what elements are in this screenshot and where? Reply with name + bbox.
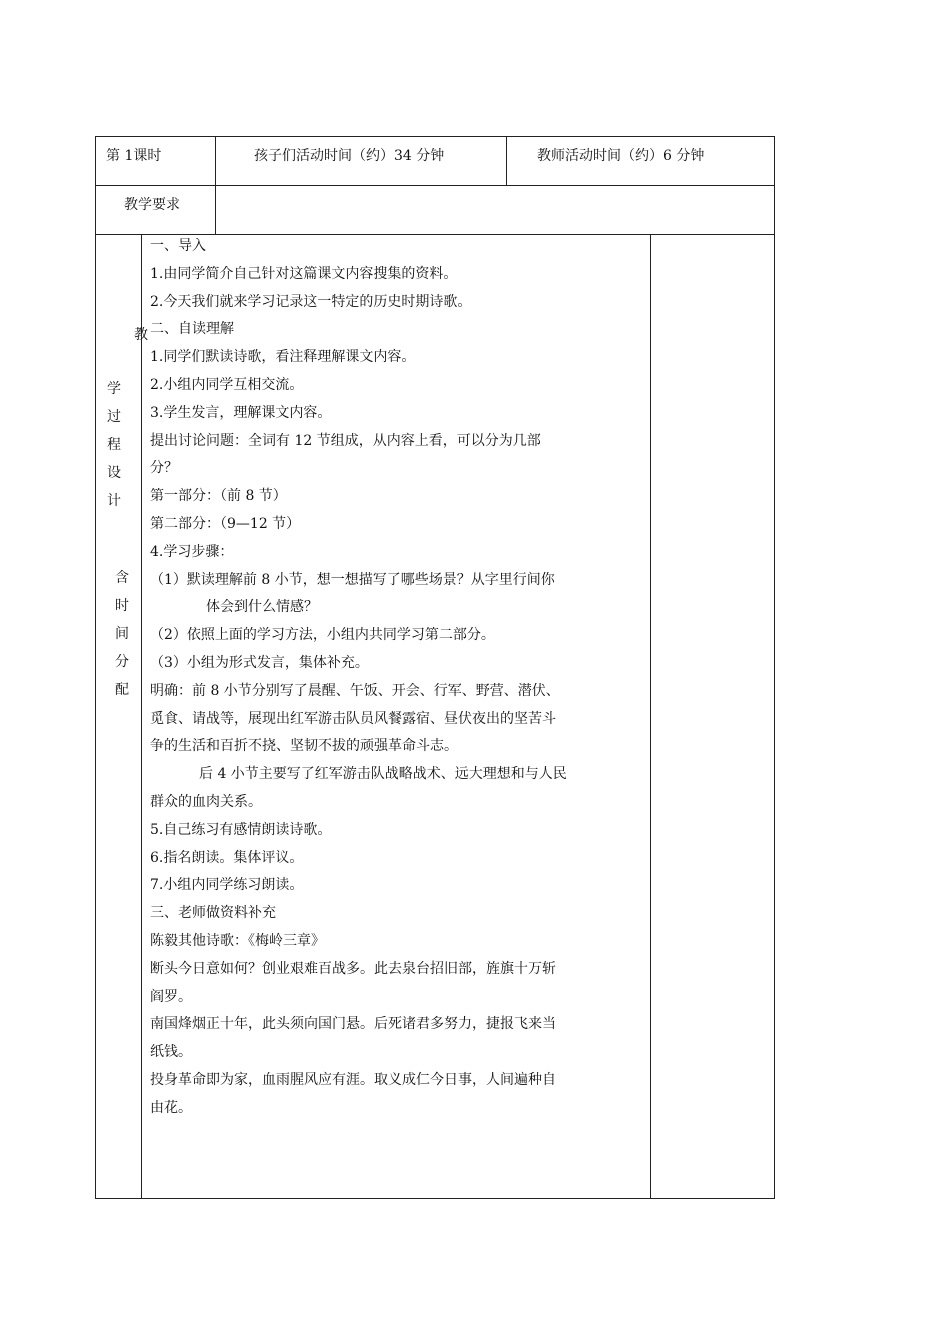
- text-line: 2.小组内同学互相交流。: [150, 376, 304, 393]
- poem-line: 由花。: [150, 1099, 192, 1116]
- poem-line: 南国烽烟正十年，此头须向国门悬。后死诸君多努力，捷报飞来当: [150, 1016, 556, 1033]
- text-line: 后 4 小节主要写了红军游击队战略战术、远大理想和与人民: [199, 766, 567, 783]
- text-line: 2.今天我们就来学习记录这一特定的历史时期诗歌。: [150, 293, 472, 310]
- text-line: 第一部分：（前 8 节）: [150, 488, 287, 505]
- student-time: 孩子们活动时间（约）34 分钟: [254, 148, 445, 164]
- lesson-number: 第 1课时: [106, 148, 162, 164]
- text-line: （1）默读理解前 8 小节，想一想描写了哪些场景？从字里行间你: [150, 571, 555, 588]
- side-label-process: 学 过 程 设 计: [107, 381, 121, 509]
- text-line: 4.学习步骤：: [150, 543, 234, 560]
- row-divider-1: [95, 185, 775, 186]
- requirements-label: 教学要求: [124, 197, 180, 213]
- text-line: 争的生活和百折不挠、坚韧不拔的顽强革命斗志。: [150, 738, 458, 755]
- text-line: 群众的血肉关系。: [150, 793, 262, 810]
- text-line: 1.同学们默读诗歌，看注释理解课文内容。: [150, 349, 416, 366]
- poem-line: 投身革命即为家，血雨腥风应有涯。取义成仁今日事，人间遍种自: [150, 1071, 556, 1088]
- teacher-time: 教师活动时间（约）6 分钟: [537, 148, 705, 164]
- section-heading: 二、自读理解: [150, 321, 234, 338]
- text-line: （3）小组为形式发言，集体补充。: [150, 654, 369, 671]
- text-line: 明确：前 8 小节分别写了晨醒、午饭、开会、行军、野营、潜伏、: [150, 682, 560, 699]
- text-line: 提出讨论问题：全词有 12 节组成，从内容上看，可以分为几部: [150, 432, 541, 449]
- text-line: 体会到什么情感？: [206, 599, 318, 616]
- text-line: 1.由同学简介自己针对这篇课文内容搜集的资料。: [150, 265, 458, 282]
- text-line: 陈毅其他诗歌：《梅岭三章》: [150, 932, 325, 949]
- text-line: （2）依照上面的学习方法，小组内共同学习第二部分。: [150, 627, 495, 644]
- section-heading: 三、老师做资料补充: [150, 905, 276, 922]
- col-divider-right: [650, 234, 651, 1199]
- text-line: 5.自己练习有感情朗读诗歌。: [150, 821, 332, 838]
- col-divider-1: [215, 136, 216, 186]
- section-heading: 一、导入: [150, 238, 206, 254]
- col-divider-2: [506, 136, 507, 186]
- text-line: 觅食、请战等，展现出红军游击队员风餐露宿、昼伏夜出的坚苦斗: [150, 710, 556, 727]
- side-label-time: 含 时 间 分 配: [115, 570, 129, 698]
- text-line: 分？: [150, 460, 178, 477]
- teaching-process-content: [150, 233, 646, 1123]
- poem-line: 阎罗。: [150, 988, 192, 1005]
- col-divider-left: [141, 234, 142, 1199]
- poem-line: 纸钱。: [150, 1044, 192, 1061]
- text-line: 7.小组内同学练习朗读。: [150, 877, 304, 894]
- text-line: 6.指名朗读。集体评议。: [150, 849, 304, 866]
- side-label-top: 教: [134, 327, 148, 343]
- col-divider-3: [215, 185, 216, 235]
- text-line: 3.学生发言，理解课文内容。: [150, 404, 332, 421]
- text-line: 第二部分：（9—12 节）: [150, 515, 301, 532]
- poem-line: 断头今日意如何？创业艰难百战多。此去泉台招旧部，旌旗十万斩: [150, 960, 556, 977]
